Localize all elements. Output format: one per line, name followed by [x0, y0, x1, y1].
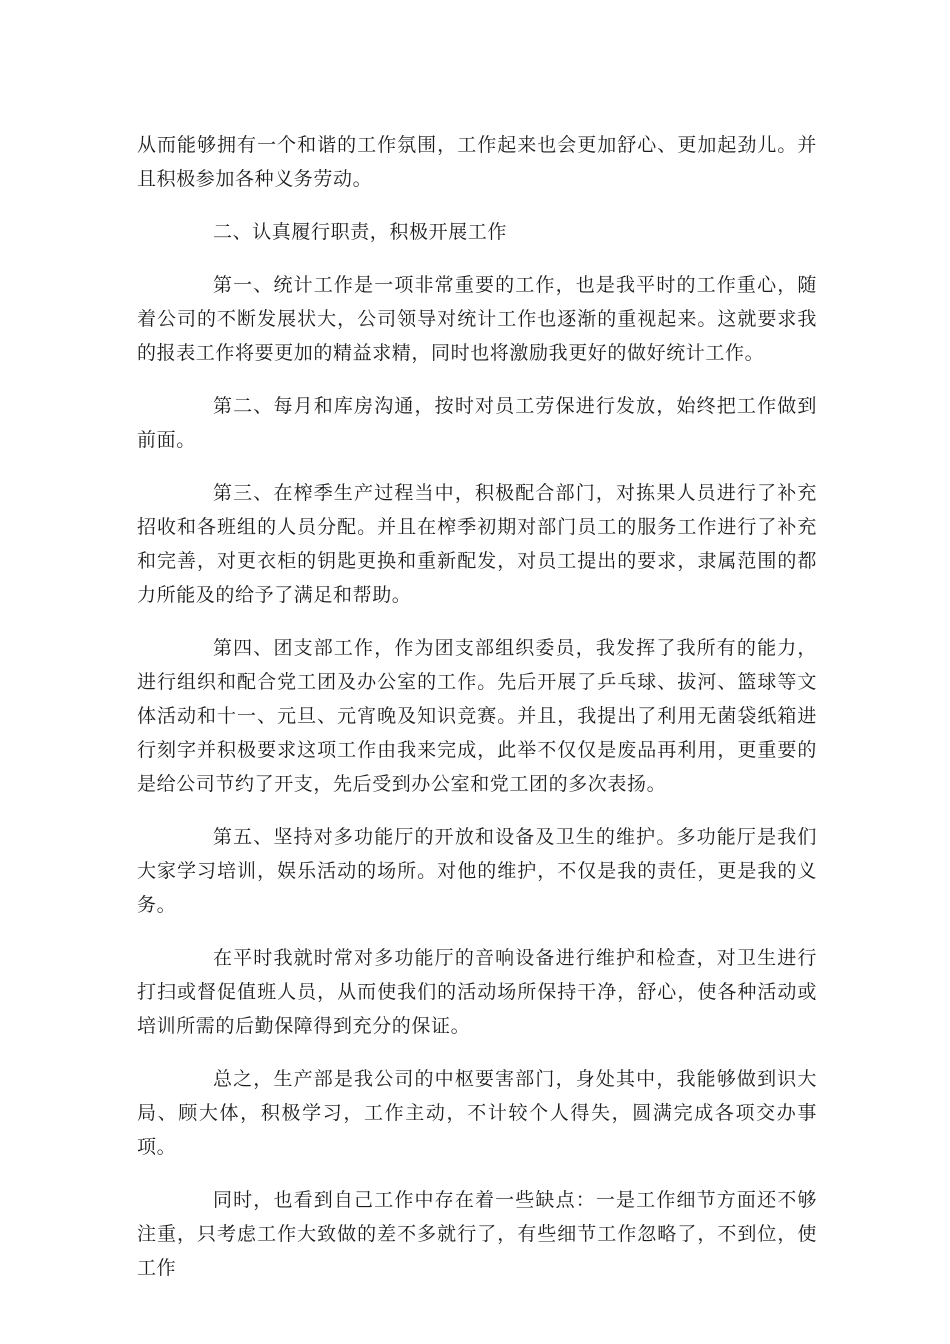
document-page — [137, 128, 817, 1304]
paragraph-shortcomings: 同时，也看到自己工作中存在着一些缺点：一是工作细节方面还不够注重，只考虑工作大致做的差不多就行了，有些细节工作忽略了，不到位，使工作 — [137, 1189, 817, 1279]
section-heading: 二、认真履行职责，积极开展工作 — [213, 221, 508, 243]
paragraph-item-4: 第四、团支部工作，作为团支部组织委员，我发挥了我所有的能力，进行组织和配合党工团及办公室的工作。先后开展了乒乓球、拔河、篮球等文体活动和十一、元旦、元宵晚及知识竞赛。并且，我提出了利用无菌袋纸箱进行刻字并积极要求这项工作由我来完成，此举不仅仅是废品再利用，更重要的是给公司节约了开支，先后受到办公室和党工团的多次表扬。 — [137, 637, 817, 795]
paragraph-item-5: 第五、坚持对多功能厅的开放和设备及卫生的维护。多功能厅是我们大家学习培训，娱乐活动的场所。对他的维护，不仅是我的责任，更是我的义务。 — [137, 826, 817, 916]
paragraph-1: 从而能够拥有一个和谐的工作氛围，工作起来也会更加舒心、更加起劲儿。并且积极参加各种义务劳动。 — [137, 134, 817, 190]
paragraph-item-1: 第一、统计工作是一项非常重要的工作，也是我平时的工作重心，随着公司的不断发展状大，公司领导对统计工作也逐渐的重视起来。这就要求我的报表工作将要更加的精益求精，同时也将激励我更好的做好统计工作。 — [137, 274, 817, 364]
paragraph-item-3: 第三、在榨季生产过程当中，积极配合部门，对拣果人员进行了补充招收和各班组的人员分配。并且在榨季初期对部门员工的服务工作进行了补充和完善，对更衣柜的钥匙更换和重新配发，对员工提出的要求，隶属范围的都力所能及的给予了满足和帮助。 — [137, 482, 817, 606]
paragraph-maintenance: 在平时我就时常对多功能厅的音响设备进行维护和检查，对卫生进行打扫或督促值班人员，从而使我们的活动场所保持干净，舒心，使各种活动或培训所需的后勤保障得到充分的保证。 — [137, 947, 817, 1037]
paragraph-item-2: 第二、每月和库房沟通，按时对员工劳保进行发放，始终把工作做到前面。 — [137, 395, 817, 451]
paragraph-summary: 总之，生产部是我公司的中枢要害部门，身处其中，我能够做到识大局、顾大体，积极学习，工作主动，不计较个人得失，圆满完成各项交办事项。 — [137, 1068, 817, 1158]
